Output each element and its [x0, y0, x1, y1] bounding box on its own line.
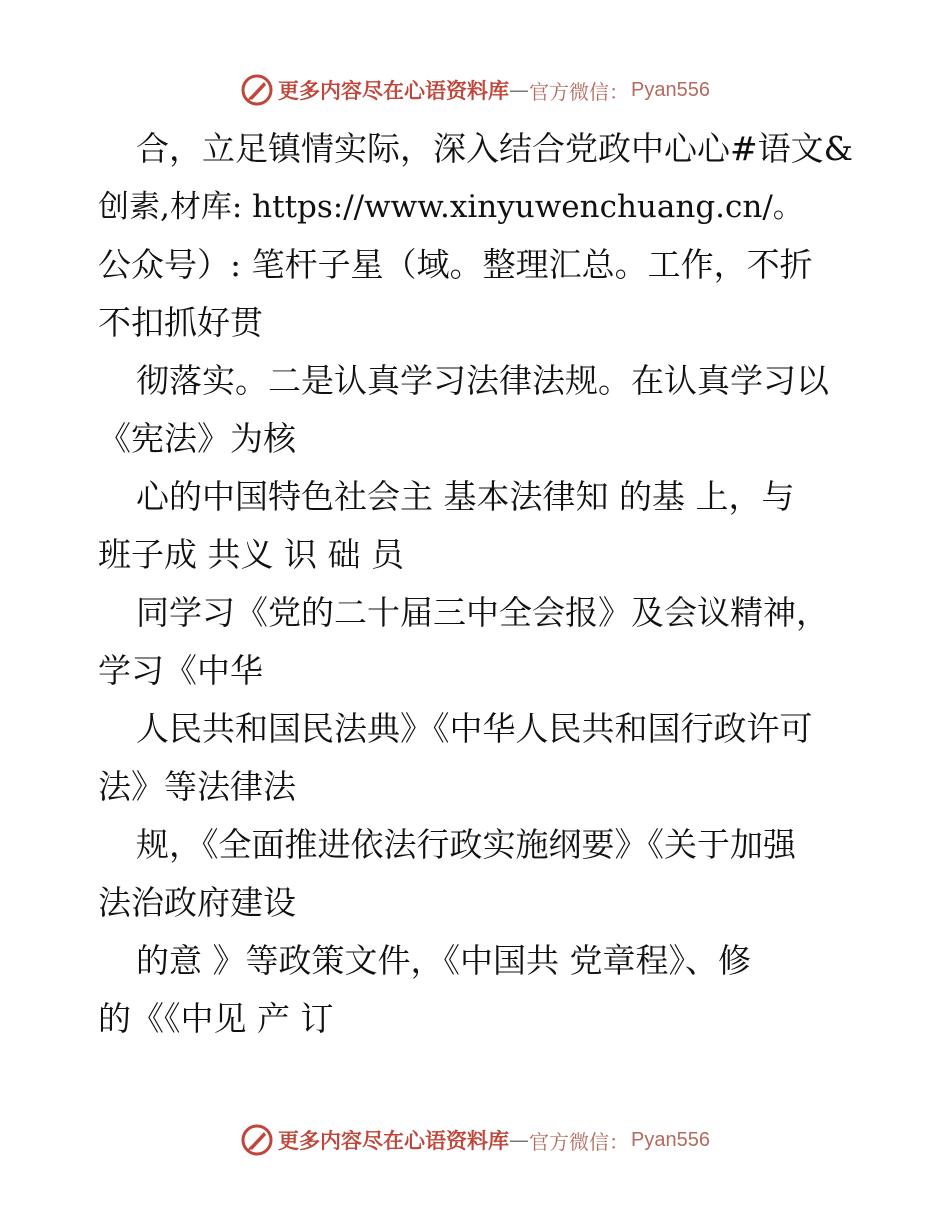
body-line: 创素,材库: https://www.xinyuwenchuang.cn/。 [98, 189, 804, 225]
body-line: 公众号）: 笔杆子星（域。整理汇总。工作，不折 [98, 245, 813, 284]
body-line: 法治政府建设 [98, 883, 296, 922]
footer-account-id: Pyan556 [631, 1128, 710, 1151]
body-line: 人民共和国民法典》《中华人民共和国行政许可 [136, 709, 813, 748]
header-watermark-banner [0, 70, 950, 110]
body-line: 规，《全面推进依法行政实施纲要》《关于加强 [136, 825, 796, 864]
body-line: 《宪法》为核 [98, 419, 296, 458]
body-line: 法》等法律法 [98, 767, 296, 806]
body-line: 的《《中见 产 订 [98, 999, 334, 1038]
body-line: 心的中国特色社会主 基本法律知 的基 上，与 [136, 477, 795, 516]
footer-separator: — [509, 1128, 530, 1152]
header-official-label: 官方微信： [529, 79, 630, 104]
document-body [98, 120, 858, 1048]
body-line: 不扣抓好贯 [98, 303, 263, 342]
body-line: 同学习《党的二十届三中全会报》及会议精神， [136, 593, 829, 632]
footer-brand-text: 更多内容尽在心语资料库 [278, 1128, 510, 1153]
header-separator: — [509, 78, 530, 102]
footer-watermark-banner [0, 1120, 950, 1160]
body-line: 的意 》等政策文件，《中国共 党章程》、修 [136, 941, 751, 980]
footer-official-label: 官方微信： [529, 1129, 630, 1154]
body-line: 班子成 共义 识 础 员 [98, 535, 404, 574]
header-brand-text: 更多内容尽在心语资料库 [278, 78, 510, 103]
body-line: 学习《中华 [98, 651, 263, 690]
quill-logo-icon [240, 1123, 274, 1157]
quill-logo-icon [240, 73, 274, 107]
body-line: 彻落实。二是认真学习法律法规。在认真学习以 [136, 361, 829, 400]
body-line: 合，立足镇情实际，深入结合党政中心心#语文& [136, 129, 854, 168]
header-account-id: Pyan556 [631, 78, 710, 101]
